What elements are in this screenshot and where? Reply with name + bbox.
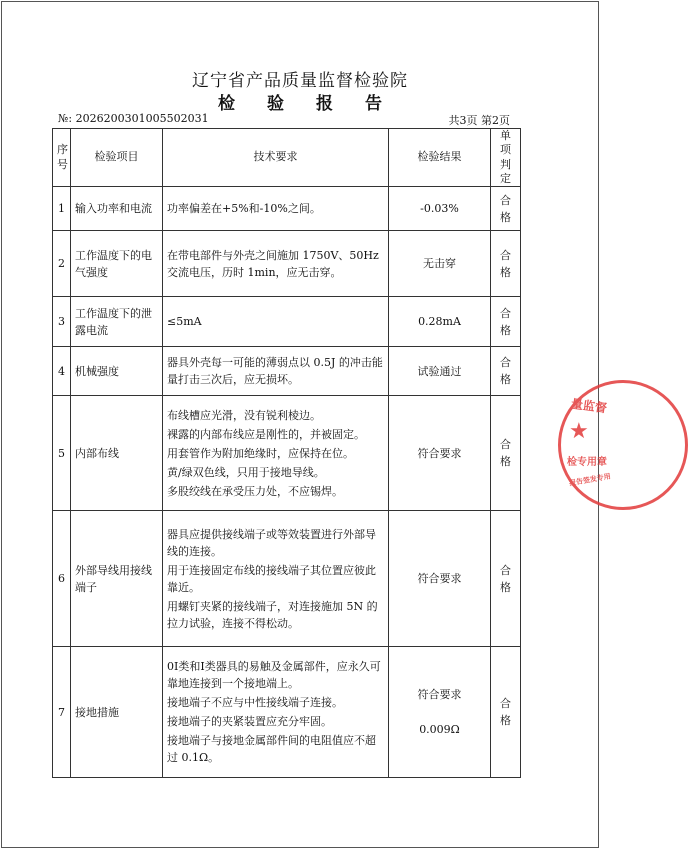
row-item: 内部布线 xyxy=(71,396,163,511)
row-verdict: 合格 xyxy=(491,396,521,511)
row-result-text: 符合要求 xyxy=(417,688,462,702)
seal-text-middle: 检专用章 xyxy=(567,457,607,468)
row-requirement xyxy=(163,396,389,511)
requirement-line: 布线槽应光滑，没有锐利棱边。 xyxy=(167,408,321,422)
row-verdict: 合格 xyxy=(491,187,521,231)
row-result-value: 0.009Ω xyxy=(419,723,460,737)
requirement-line: 用套管作为附加绝缘时，应保持在位。 xyxy=(167,446,354,460)
requirement-line: ≤5mA xyxy=(167,315,202,329)
requirement-line: 在带电部件与外壳之间施加 1750V、50Hz 交流电压，历时 1min，应无击穿。 xyxy=(167,248,379,279)
requirement-line: 功率偏差在+5%和-10%之间。 xyxy=(167,202,321,216)
row-no: 2 xyxy=(53,231,71,297)
requirement-line: 器具外壳每一可能的薄弱点以 0.5J 的冲击能量打击三次后，应无损坏。 xyxy=(167,356,383,387)
row-result xyxy=(389,647,491,778)
seal-text-top: 量监督 xyxy=(570,396,608,416)
requirement-line: 接地端子与接地金属部件间的电阻值应不超过 0.1Ω。 xyxy=(167,734,376,765)
inspection-table xyxy=(52,128,521,778)
star-icon: ★ xyxy=(569,419,589,444)
header-verdict: 单项判定 xyxy=(491,129,521,187)
report-number: №: 2026200301005502031 xyxy=(58,112,209,125)
requirement-line: 用于连接固定布线的接线端子其位置应彼此靠近。 xyxy=(167,563,376,594)
row-verdict: 合格 xyxy=(491,231,521,297)
requirement-line: 0Ⅰ类和Ⅰ类器具的易触及金属部件，应永久可靠地连接到一个接地端上。 xyxy=(167,660,381,691)
seal-text-bottom: 报告签发专用 xyxy=(568,471,612,488)
row-requirement xyxy=(163,511,389,647)
table-row xyxy=(53,347,521,396)
row-no: 7 xyxy=(53,647,71,778)
row-item: 外部导线用接线端子 xyxy=(71,511,163,647)
row-verdict: 合格 xyxy=(491,647,521,778)
row-requirement xyxy=(163,231,389,297)
row-item: 输入功率和电流 xyxy=(71,187,163,231)
row-no: 6 xyxy=(53,511,71,647)
header-no: 序号 xyxy=(53,129,71,187)
row-no: 4 xyxy=(53,347,71,396)
table-row xyxy=(53,511,521,647)
requirement-line: 用螺钉夹紧的接线端子，对连接施加 5N 的拉力试验，连接不得松动。 xyxy=(167,599,378,630)
row-no: 5 xyxy=(53,396,71,511)
row-item: 机械强度 xyxy=(71,347,163,396)
row-result: 试验通过 xyxy=(389,347,491,396)
row-item: 工作温度下的电气强度 xyxy=(71,231,163,297)
row-item: 接地措施 xyxy=(71,647,163,778)
requirement-line: 接地端子不应与中性接线端子连接。 xyxy=(167,696,343,710)
row-requirement xyxy=(163,347,389,396)
row-no: 3 xyxy=(53,297,71,347)
official-seal xyxy=(558,380,688,510)
row-result: 无击穿 xyxy=(389,231,491,297)
requirement-line: 裸露的内部布线应是刚性的，并被固定。 xyxy=(167,427,365,441)
page-info: 共3页 第2页 xyxy=(448,114,510,127)
requirement-line: 多股绞线在承受压力处，不应锡焊。 xyxy=(167,484,343,498)
table-row xyxy=(53,297,521,347)
table-header-row xyxy=(53,129,521,187)
table-row xyxy=(53,396,521,511)
row-result: -0.03% xyxy=(389,187,491,231)
row-verdict: 合格 xyxy=(491,347,521,396)
row-result: 符合要求 xyxy=(389,511,491,647)
table-row xyxy=(53,231,521,297)
row-requirement xyxy=(163,297,389,347)
table-row xyxy=(53,187,521,231)
row-no: 1 xyxy=(53,187,71,231)
report-title: 检验报告 xyxy=(218,94,414,114)
row-verdict: 合格 xyxy=(491,297,521,347)
row-result: 0.28mA xyxy=(389,297,491,347)
header-result: 检验结果 xyxy=(389,129,491,187)
requirement-line: 器具应提供接线端子或等效装置进行外部导线的连接。 xyxy=(167,527,376,558)
requirement-line: 黄/绿双色线，只用于接地导线。 xyxy=(167,465,325,479)
row-item: 工作温度下的泄露电流 xyxy=(71,297,163,347)
row-result: 符合要求 xyxy=(389,396,491,511)
row-verdict: 合格 xyxy=(491,511,521,647)
table-row xyxy=(53,647,521,778)
header-requirement: 技术要求 xyxy=(163,129,389,187)
requirement-line: 接地端子的夹紧装置应充分牢固。 xyxy=(167,715,332,729)
row-requirement xyxy=(163,187,389,231)
org-name: 辽宁省产品质量监督检验院 xyxy=(192,71,408,91)
header-item: 检验项目 xyxy=(71,129,163,187)
row-requirement xyxy=(163,647,389,778)
